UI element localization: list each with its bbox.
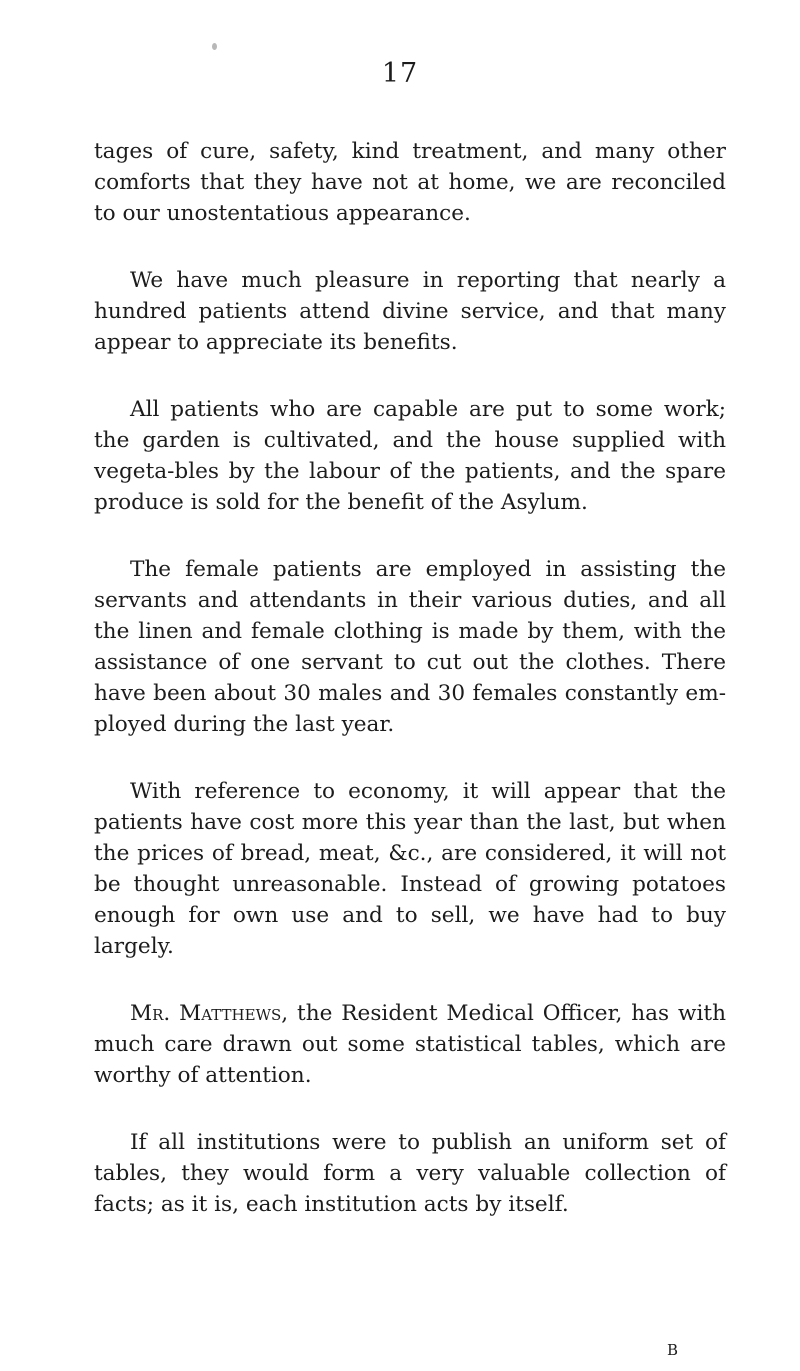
paragraph-uniform-tables: If all institutions were to publish an uniform set of tables, they would form a very valuable collection of facts; as it is, each institution acts by itself. bbox=[94, 1130, 726, 1217]
paragraph-statistical-tables-text: , the Resident Medical Officer, has with much care drawn out some statistical tables, which are worthy of attention. bbox=[94, 1001, 726, 1088]
paragraph-female-patients: The female patients are employed in assisting the servants and attendants in their various duties, and all the linen and female clothing is made by them, with the assistance of one servant to cut out the clothes. There have been about 30 males and 30 females constantly em-ployed during the last year. bbox=[94, 557, 726, 737]
body-text bbox=[94, 136, 726, 1256]
paragraph-divine-service: We have much pleasure in reporting that nearly a hundred patients attend divine service, and that many appear to appreciate its benefits. bbox=[94, 268, 726, 355]
page-number: 17 bbox=[381, 58, 419, 89]
signature-mark: B bbox=[667, 1341, 679, 1359]
paragraph-economy: With reference to economy, it will appear that the patients have cost more this year than the last, but when the prices of bread, meat, &c., are considered, it will not be thought unreasonable. Instead of growing potatoes enough for own use and to sell, we have had to buy largely. bbox=[94, 779, 726, 959]
paragraph-continuation: tages of cure, safety, kind treatment, and many other comforts that they have not at home, we are reconciled to our unostentatious appearance. bbox=[94, 139, 726, 226]
ink-speck bbox=[212, 43, 217, 50]
person-name: Mr. Matthews bbox=[130, 1001, 282, 1026]
paragraph-patient-work: All patients who are capable are put to some work; the garden is cultivated, and the house supplied with vegeta-bles by the labour of the patients, and the spare produce is sold for the benefit of the Asylum. bbox=[94, 397, 726, 515]
paragraph-statistical-tables bbox=[94, 998, 726, 1091]
